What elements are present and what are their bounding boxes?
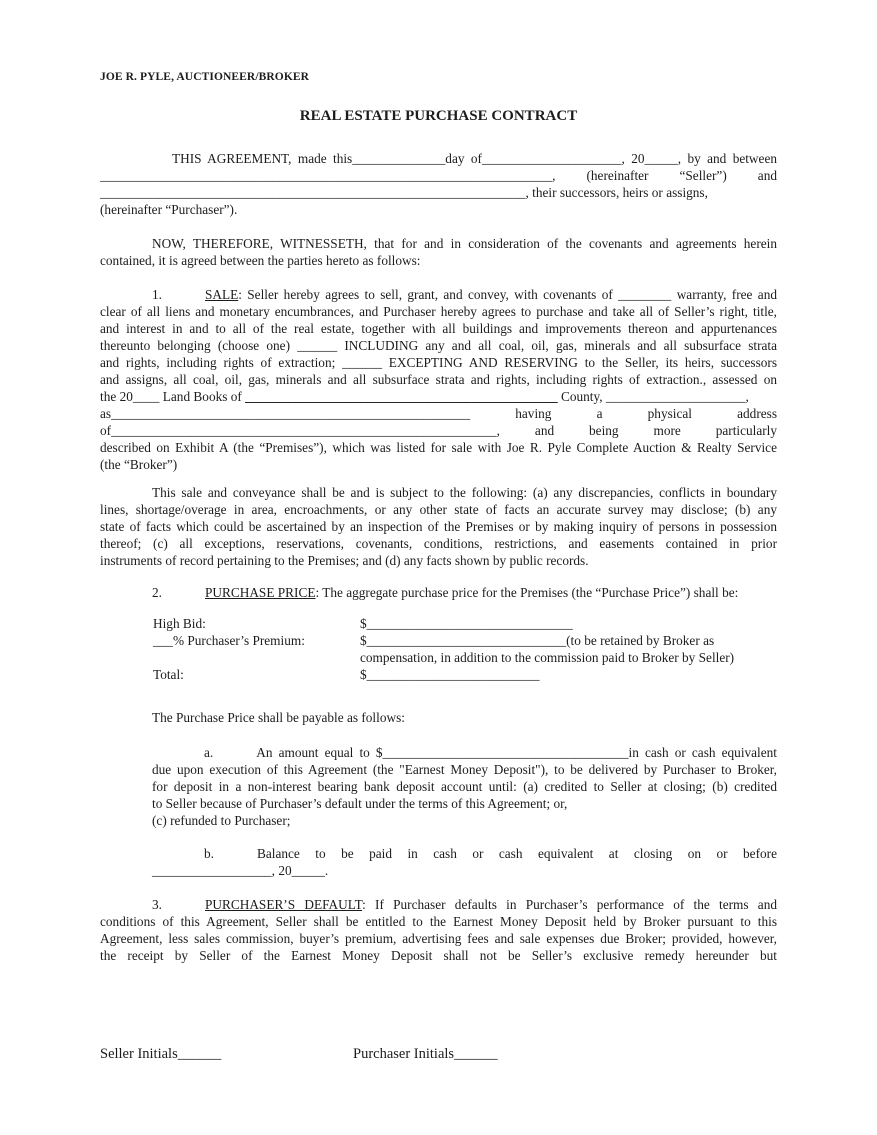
price-row-value: $______________________________(to be retained by Broker as <box>360 633 715 648</box>
contract-line <box>100 456 777 473</box>
text-run: ________________________________________________________________, their successors, heirs or assigns, <box>100 185 708 200</box>
text-run: as______________________________________________________ having a physical address <box>100 406 777 421</box>
text-run: An amount equal to $_____________________________________in cash or cash equivalent <box>256 745 777 760</box>
text-run: This sale and conveyance shall be and is subject to the following: (a) any discrepancies, conflicts in boundary <box>152 485 777 500</box>
clause-a-continued <box>100 812 777 829</box>
contract-line <box>100 252 777 269</box>
contract-line <box>100 150 777 167</box>
contract-line <box>100 913 777 930</box>
contract-line <box>100 337 777 354</box>
text-run: 2. <box>152 585 162 600</box>
text-run: a. <box>204 745 214 760</box>
text-run: clear of all liens and monetary encumbrances, and Purchaser hereby agrees to purchase and take all of Seller’s right, title, <box>100 304 777 319</box>
contract-line <box>100 184 777 201</box>
underlined-heading: SALE <box>204 287 239 302</box>
purchase-price-table <box>100 615 777 683</box>
contract-line <box>152 778 777 795</box>
text-run: and rights, including rights of extraction; ______ EXCEPTING AND RESERVING to the Seller, its heirs, successors <box>100 355 777 370</box>
text-run: contained, it is agreed between the parties hereto as follows: <box>100 253 421 268</box>
contract-line <box>100 584 777 601</box>
price-row-label: ___% Purchaser’s Premium: <box>153 633 305 648</box>
text-run: b. <box>204 846 214 861</box>
text-run: County, _____________________, <box>557 389 749 404</box>
text-run: THIS AGREEMENT, made this______________day of_____________________, 20_____, by and between <box>172 151 777 166</box>
contract-line <box>100 896 777 913</box>
text-run: Agreement, less sales commission, buyer’s premium, advertising fees and sale expenses due Broker; provided, however, <box>100 931 777 946</box>
text-run: ____________________________________________________________________, (hereinafter “Seller”) and <box>100 168 777 183</box>
contract-line <box>100 167 777 184</box>
section-1-sale <box>100 286 777 405</box>
contract-line <box>100 501 777 518</box>
contract-line <box>152 744 777 761</box>
text-run: : If Purchaser defaults in Purchaser’s performance of the terms and <box>362 897 777 912</box>
text-run: instruments of record pertaining to the Premises; and (d) any facts shown by public records. <box>100 553 589 568</box>
text-run: 3. <box>152 897 162 912</box>
contract-line <box>100 371 777 388</box>
price-row-label: Total: <box>153 667 184 682</box>
price-row-value: $_______________________________ <box>360 616 573 631</box>
initials-footer <box>100 1046 777 1066</box>
text-run: 1. <box>152 287 162 302</box>
clause-b-balance <box>100 845 777 879</box>
price-row-label <box>153 649 360 666</box>
text-run: (c) refunded to Purchaser; <box>152 813 291 828</box>
contract-line <box>100 405 777 422</box>
contract-line <box>152 795 777 812</box>
contract-line <box>100 947 777 964</box>
contract-line <box>100 552 777 569</box>
text-run: lines, shortage/overage in area, encroachments, or any other state of facts an accurate survey may disclose; (b) any <box>100 502 777 517</box>
price-row-value: $__________________________ <box>360 667 540 682</box>
text-run: Balance to be paid in cash or cash equivalent at closing on or before <box>256 846 777 861</box>
contract-line <box>100 235 777 252</box>
agreement-intro-continued <box>100 201 777 218</box>
contract-line <box>100 201 777 218</box>
text-run: thereunto belonging (choose one) ______ INCLUDING any and all coal, oil, gas, minerals and all subsurface strata <box>100 338 777 353</box>
text-run: described on Exhibit A (the “Premises”), which was listed for sale with Joe R. Pyle Complete Auction & Realty Service <box>100 440 777 455</box>
contract-line <box>100 535 777 552</box>
contract-line <box>100 484 777 501</box>
price-table-row <box>100 632 777 649</box>
text-run: state of facts which could be ascertained by an inspection of the Premises or by making inquiry of persons in possession <box>100 519 777 534</box>
text-run: __________________, 20_____. <box>152 863 329 878</box>
text-run: the 20____ Land Books of <box>100 389 246 404</box>
contract-line <box>100 518 777 535</box>
underlined-heading: PURCHASE PRICE <box>204 585 316 600</box>
witnesseth-paragraph <box>100 235 777 269</box>
price-row-value: compensation, in addition to the commission paid to Broker by Seller) <box>360 650 735 665</box>
text-run: : The aggregate purchase price for the Premises (the “Purchase Price”) shall be: <box>315 585 739 600</box>
contract-line <box>100 930 777 947</box>
section-1-sale-continued <box>100 405 777 473</box>
text-run: and assigns, all coal, oil, gas, minerals and all subsurface strata and rights, including rights of extraction., assessed on <box>100 372 777 387</box>
text-run: thereof; (c) all exceptions, reservations, covenants, conditions, restrictions, and easements contained in prior <box>100 536 777 551</box>
contract-line <box>152 812 777 829</box>
agreement-intro-paragraph <box>100 150 777 201</box>
contract-line <box>152 761 777 778</box>
price-table-row <box>100 666 777 683</box>
price-row-label: High Bid: <box>153 616 206 631</box>
seller-initials-label: Seller Initials______ <box>100 1046 222 1062</box>
text-run: (hereinafter “Purchaser”). <box>100 202 238 217</box>
contract-line <box>100 286 777 303</box>
text-run: due upon execution of this Agreement (the "Earnest Money Deposit"), to be delivered by Purchaser to Broker, <box>152 762 777 777</box>
payable-intro-paragraph <box>100 709 777 726</box>
price-table-row <box>100 649 777 666</box>
text-run: The Purchase Price shall be payable as follows: <box>152 710 405 725</box>
text-run: and interest in and to all of the real estate, together with all buildings and improvements thereon and appurtenances <box>100 321 777 336</box>
section-3-purchasers-default <box>100 896 777 964</box>
price-table-row <box>100 615 777 632</box>
bold-blank-line: _______________________________________________ <box>245 389 558 404</box>
text-run: for deposit in a non-interest bearing bank deposit account until: (a) credited to Seller at closing; (b) credited <box>152 779 777 794</box>
text-run: : Seller hereby agrees to sell, grant, and convey, with covenants of ________ warranty, free and <box>238 287 777 302</box>
text-run: of__________________________________________________________, and being more particularly <box>100 423 777 438</box>
contract-line <box>100 709 777 726</box>
text-run: conditions of this Agreement, Seller shall be entitled to the Earnest Money Deposit held by Broker pursuant to this <box>100 914 777 929</box>
broker-name-header: JOE R. PYLE, AUCTIONEER/BROKER <box>100 71 310 83</box>
contract-line <box>152 845 777 862</box>
text-run: (the “Broker”) <box>100 457 178 472</box>
underlined-heading: PURCHASER’S DEFAULT <box>204 897 363 912</box>
contract-line <box>152 862 777 879</box>
purchaser-initials-label: Purchaser Initials______ <box>353 1046 498 1062</box>
contract-line <box>100 439 777 456</box>
text-run: NOW, THEREFORE, WITNESSETH, that for and in consideration of the covenants and agreements herein <box>152 236 777 251</box>
contract-line <box>100 320 777 337</box>
sale-conveyance-paragraph <box>100 484 777 569</box>
section-2-purchase-price <box>100 584 777 601</box>
contract-line <box>100 354 777 371</box>
text-run: to Seller because of Purchaser’s default under the terms of this Agreement; or, <box>152 796 568 811</box>
contract-line <box>100 388 777 405</box>
contract-line <box>100 303 777 320</box>
document-title: REAL ESTATE PURCHASE CONTRACT <box>299 108 578 124</box>
clause-a-earnest-money <box>100 744 777 812</box>
text-run: the receipt by Seller of the Earnest Money Deposit shall not be Seller’s exclusive remedy hereunder but <box>100 948 777 963</box>
contract-line <box>100 422 777 439</box>
